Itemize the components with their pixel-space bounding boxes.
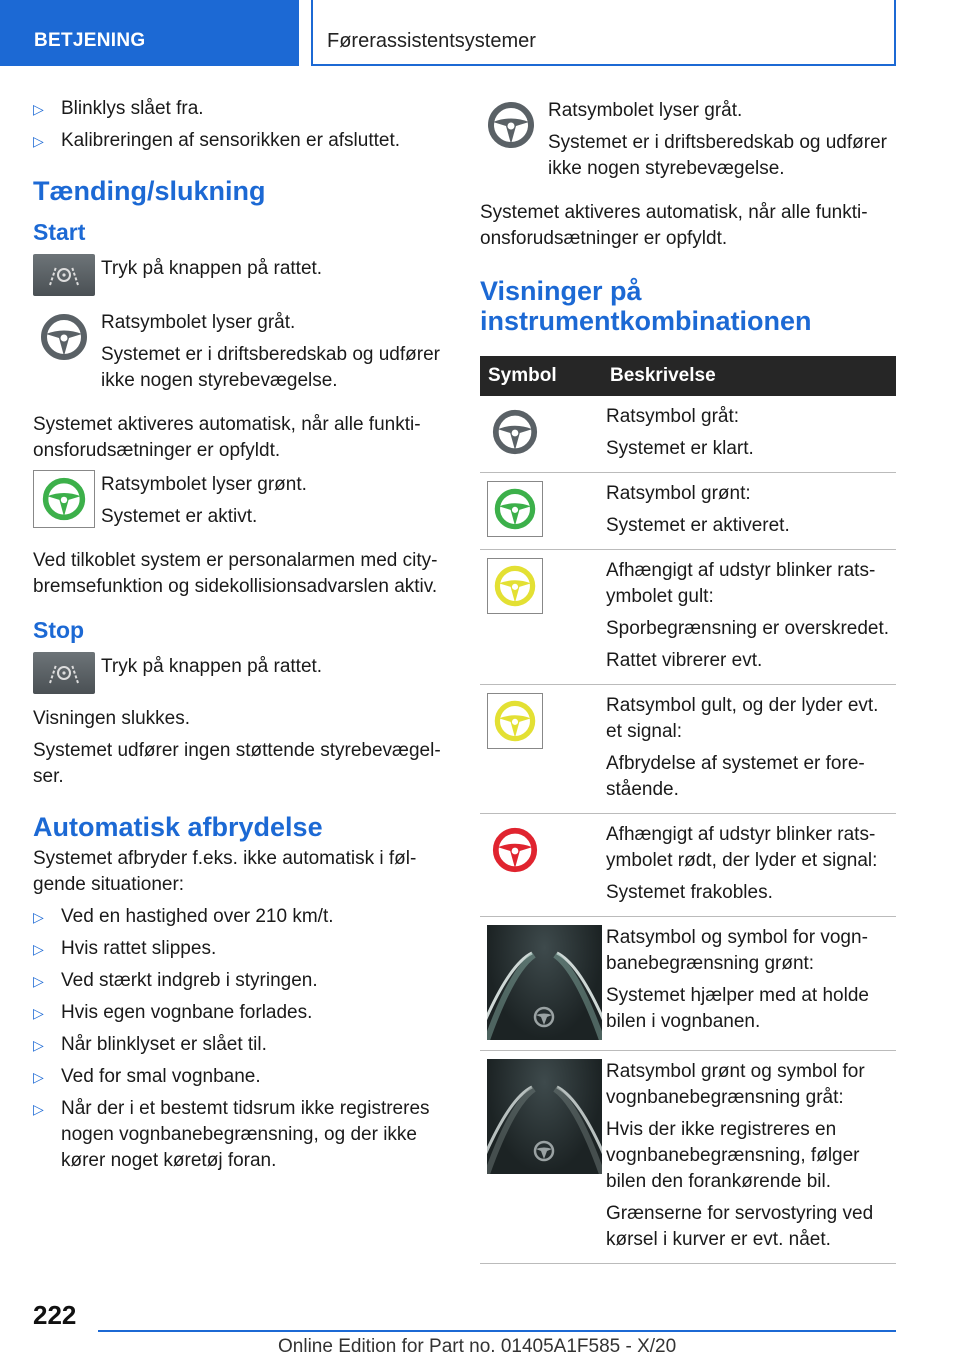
steering-wheel-yellow-icon bbox=[487, 693, 543, 749]
triangle-bullet-icon: ▷ bbox=[33, 1069, 44, 1085]
triangle-bullet-icon: ▷ bbox=[33, 973, 44, 989]
lane-assist-button-icon bbox=[33, 652, 95, 694]
table-row: Afhængigt af udstyr blinker ratsymbolet rødt, der lyder et signal: Systemet frakobles. bbox=[480, 814, 896, 917]
list-item: ▷ Når blinklyset er slået til. bbox=[33, 1032, 448, 1058]
city-brake-text: Ved tilkoblet system er personalarmen med citybremsefunktion og sidekollisionsadvarslen aktiv. bbox=[33, 550, 438, 597]
triangle-bullet-icon: ▷ bbox=[33, 133, 44, 149]
left-column bbox=[33, 96, 448, 1180]
heading-toggle: Tænding/slukning bbox=[33, 176, 266, 206]
triangle-bullet-icon: ▷ bbox=[33, 1005, 44, 1021]
steering-wheel-green-icon bbox=[487, 481, 543, 537]
table-row: Ratsymbol grønt: Systemet er aktiveret. bbox=[480, 473, 896, 550]
page-number: 222 bbox=[33, 1300, 77, 1330]
header-chapter-tab bbox=[311, 0, 896, 66]
stop-text-2: Systemet udfører ingen støttende styrebevægelser. bbox=[33, 740, 441, 787]
table-row: Ratsymbol og symbol for vognbanebegrænsning grønt: Systemet hjælper med at holde bilen i vognbanen. bbox=[480, 917, 896, 1051]
list-item: ▷ Kalibreringen af sensorikken er afsluttet. bbox=[33, 128, 448, 154]
auto-activate-text: Systemet aktiveres automatisk, når alle funktionsforudsætninger er opfyldt. bbox=[480, 202, 868, 249]
list-item: ▷ Ved en hastighed over 210 km/t. bbox=[33, 904, 448, 930]
triangle-bullet-icon: ▷ bbox=[33, 941, 44, 957]
list-item: ▷ Ved for smal vognbane. bbox=[33, 1064, 448, 1090]
lane-display-grey-icon bbox=[487, 1059, 602, 1174]
right-column bbox=[480, 96, 896, 1264]
heading-stop: Stop bbox=[33, 617, 85, 643]
grey-symbol-row: Ratsymbolet lyser gråt. Systemet er i driftsberedskab og udfører ikke nogen styrebevægelse. bbox=[33, 308, 448, 400]
lane-assist-button-icon bbox=[33, 254, 95, 296]
list-item: ▷ Hvis egen vognbane forlades. bbox=[33, 1000, 448, 1026]
steering-wheel-grey-icon bbox=[487, 404, 543, 460]
heading-displays: Visninger på instrumentkombinationen bbox=[480, 276, 812, 336]
triangle-bullet-icon: ▷ bbox=[33, 101, 44, 117]
heading-start: Start bbox=[33, 219, 86, 245]
steering-wheel-red-icon bbox=[487, 822, 543, 878]
green-symbol-row: Ratsymbolet lyser grønt. Systemet er aktivt. bbox=[33, 470, 448, 536]
list-item: ▷ Hvis rattet slippes. bbox=[33, 936, 448, 962]
footer-divider bbox=[98, 1330, 896, 1332]
header-section-tab bbox=[0, 0, 299, 66]
auto-interrupt-intro: Systemet afbryder f.eks. ikke automatisk i følgende situationer: bbox=[33, 848, 417, 895]
column-header-description: Beskrivelse bbox=[606, 356, 896, 396]
stop-button-row: Tryk på knappen på rattet. bbox=[33, 652, 448, 694]
table-row: Afhængigt af udstyr blinker ratsymbolet gult: Sporbegrænsning er overskredet. Rattet vibrerer evt. bbox=[480, 550, 896, 685]
footer-edition: Online Edition for Part no. 01405A1F585 - X/20 bbox=[278, 1336, 677, 1357]
triangle-bullet-icon: ▷ bbox=[33, 1101, 44, 1117]
steering-wheel-grey-icon bbox=[33, 308, 95, 366]
stop-text-1: Visningen slukkes. bbox=[33, 708, 191, 729]
symbol-table bbox=[480, 356, 896, 1264]
list-item: ▷ Når der i et bestemt tidsrum ikke registreres nogen vognbanebegrænsning, og der ikke kører noget køretøj foran. bbox=[33, 1096, 448, 1174]
list-item: ▷ Ved stærkt indgreb i styringen. bbox=[33, 968, 448, 994]
steering-wheel-yellow-icon bbox=[487, 558, 543, 614]
steering-wheel-grey-icon bbox=[480, 96, 542, 154]
list-item: ▷ Blinklys slået fra. bbox=[33, 96, 448, 122]
table-row: Ratsymbol grønt og symbol for vognbanebegrænsning gråt: Hvis der ikke registreres en vognbanebegrænsning, følger bilen den forankørende bil. Grænserne for servostyring ved kørsel i kurver er evt. nået. bbox=[480, 1051, 896, 1264]
triangle-bullet-icon: ▷ bbox=[33, 909, 44, 925]
auto-activate-text: Systemet aktiveres automatisk, når alle funktionsforudsætninger er opfyldt. bbox=[33, 414, 421, 461]
header-section-label: BETJENING bbox=[34, 30, 146, 51]
steering-wheel-green-icon bbox=[33, 470, 95, 528]
lane-display-green-icon bbox=[487, 925, 602, 1040]
start-button-row: Tryk på knappen på rattet. bbox=[33, 254, 448, 296]
header-chapter-label: Førerassistentsystemer bbox=[327, 30, 536, 52]
triangle-bullet-icon: ▷ bbox=[33, 1037, 44, 1053]
grey-symbol-row: Ratsymbolet lyser gråt. Systemet er i driftsberedskab og udfører ikke nogen styrebevægelse. bbox=[480, 96, 896, 188]
heading-auto-interrupt: Automatisk afbrydelse bbox=[33, 812, 323, 842]
table-row: Ratsymbol gråt: Systemet er klart. bbox=[480, 396, 896, 473]
column-header-symbol: Symbol bbox=[480, 356, 606, 396]
table-row: Ratsymbol gult, og der lyder evt. et signal: Afbrydelse af systemet er forestående. bbox=[480, 685, 896, 814]
table-header-row bbox=[480, 356, 896, 396]
